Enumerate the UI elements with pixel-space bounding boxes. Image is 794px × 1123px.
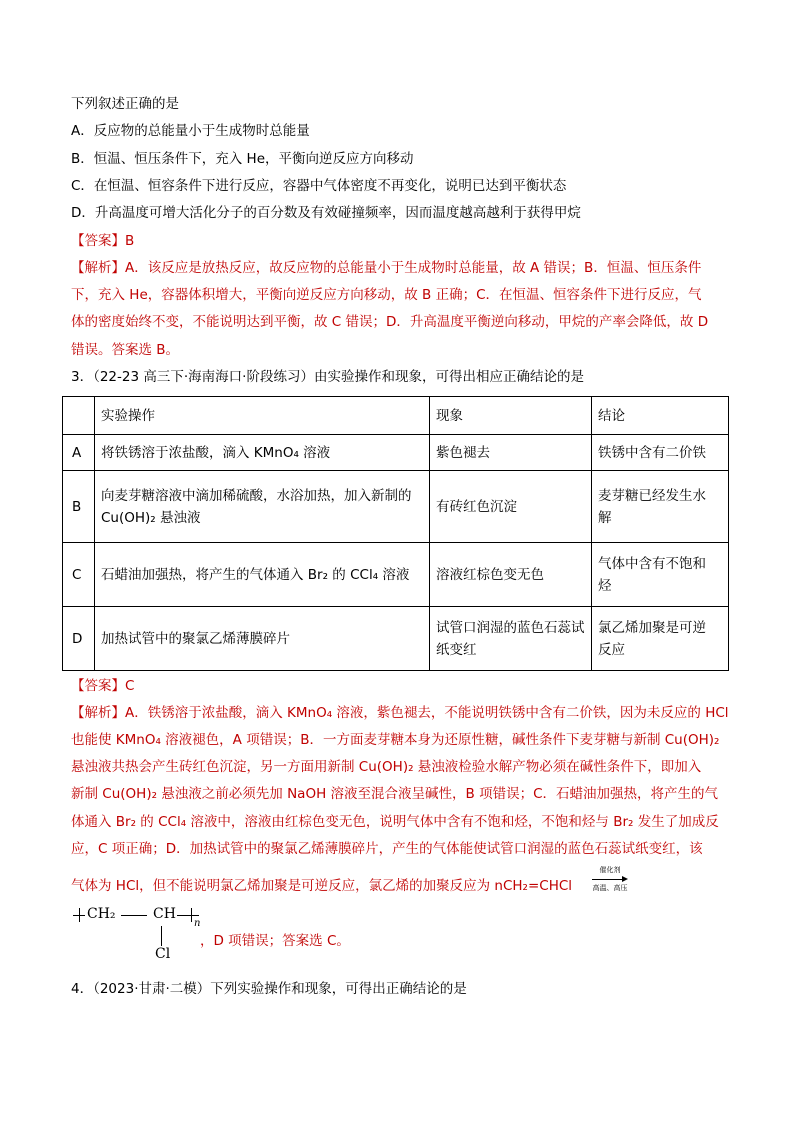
cl-atom: Cl: [155, 946, 171, 962]
bond-vertical: [161, 926, 162, 946]
row-conclusion-line: 氯乙烯加聚是可逆: [598, 619, 706, 636]
row-label: B: [63, 471, 95, 543]
header-operation: 实验操作: [95, 397, 430, 435]
q2-analysis-line: 错误。答案选 B。: [71, 342, 180, 358]
q2-option-b: B．恒温、恒压条件下，充入 He，平衡向逆反应方向移动: [71, 151, 414, 167]
row-phenomenon-line: 纸变红: [436, 641, 477, 658]
q3-answer: 【答案】C: [71, 678, 135, 694]
row-operation: 石蜡油加强热，将产生的气体通入 Br₂ 的 CCl₄ 溶液: [95, 543, 430, 607]
arrow-condition-bottom: 高温、高压: [592, 884, 628, 892]
row-operation: 将铁锈溶于浓盐酸，滴入 KMnO₄ 溶液: [95, 435, 430, 471]
bond-right-dash: [177, 915, 199, 916]
q3-analysis-line: 也能使 KMnO₄ 溶液褪色，A 项错误；B．一方面麦芽糖本身为还原性糖，碱性条件下麦芽糖与新制 Cu(OH)₂: [71, 732, 720, 748]
row-phenomenon: [430, 607, 592, 671]
q2-analysis-line: 体的密度始终不变，不能说明达到平衡，故 C 错误；D．升高温度平衡逆向移动，甲烷的产率会降低，故 D: [71, 314, 709, 330]
q4-stem: 4．（2023·甘肃·二模）下列实验操作和现象，可得出正确结论的是: [71, 981, 467, 997]
q2-stem: 下列叙述正确的是: [71, 96, 179, 112]
row-operation: [95, 471, 430, 543]
bracket-left: [79, 908, 80, 922]
header-blank: [63, 397, 95, 435]
row-conclusion: 铁锈中含有二价铁: [592, 435, 729, 471]
row-label: A: [63, 435, 95, 471]
pvc-structure: [73, 906, 213, 970]
header-conclusion: 结论: [592, 397, 729, 435]
row-conclusion: [592, 471, 729, 543]
row-conclusion: [592, 543, 729, 607]
bond-middle: [121, 915, 147, 916]
q3-analysis-line: 应，C 项正确；D．加热试管中的聚氯乙烯薄膜碎片，产生的气体能使试管口润湿的蓝色石蕊试纸变红，该: [71, 841, 703, 857]
table-row: [63, 543, 729, 607]
row-phenomenon: 溶液红棕色变无色: [430, 543, 592, 607]
row-phenomenon-line: 试管口润湿的蓝色石蕊试: [436, 619, 585, 636]
row-operation-line: Cu(OH)₂ 悬浊液: [101, 509, 201, 526]
q3-analysis-line: 【解析】A．铁锈溶于浓盐酸，滴入 KMnO₄ 溶液，紫色褪去，不能说明铁锈中含有二价铁，因为未反应的 HCl: [71, 705, 729, 721]
q2-option-d: D．升高温度可增大活化分子的百分数及有效碰撞频率，因而温度越高越利于获得甲烷: [71, 205, 581, 221]
row-operation-line: 向麦芽糖溶液中滴加稀硫酸，水浴加热，加入新制的: [101, 487, 412, 504]
repeat-n: n: [194, 918, 201, 929]
row-conclusion-line: 气体中含有不饱和: [598, 555, 706, 572]
q3-analysis-end: ，D 项错误；答案选 C。: [200, 933, 350, 949]
row-label: D: [63, 607, 95, 671]
table-row: [63, 607, 729, 671]
q3-stem: 3．（22-23 高三下·海南海口·阶段练习）由实验操作和现象，可得出相应正确结论的是: [71, 369, 584, 385]
row-conclusion-line: 解: [598, 509, 612, 526]
q2-option-a: A．反应物的总能量小于生成物时总能量: [71, 123, 310, 139]
q3-analysis-line: 悬浊液共热会产生砖红色沉淀，另一方面用新制 Cu(OH)₂ 悬浊液检验水解产物必须在碱性条件下，即加入: [71, 759, 702, 775]
q3-analysis-line: 新制 Cu(OH)₂ 悬浊液之前必须先加 NaOH 溶液至混合液呈碱性，B 项错误；C．石蜡油加强热，将产生的气: [71, 786, 718, 802]
table-header-row: [63, 397, 729, 435]
table-row: [63, 435, 729, 471]
reaction-arrow: [590, 866, 630, 900]
bracket-right: [191, 908, 192, 922]
row-phenomenon: 有砖红色沉淀: [430, 471, 592, 543]
table-row: [63, 471, 729, 543]
q2-answer: 【答案】B: [71, 233, 135, 249]
arrow-shaft: [592, 879, 624, 880]
row-label: C: [63, 543, 95, 607]
row-operation: 加热试管中的聚氯乙烯薄膜碎片: [95, 607, 430, 671]
row-phenomenon: 紫色褪去: [430, 435, 592, 471]
row-conclusion: [592, 607, 729, 671]
q3-experiment-table: [62, 396, 729, 671]
ch-group: CH: [153, 906, 176, 922]
arrow-head-icon: [622, 876, 628, 882]
ch2-group: CH₂: [87, 906, 116, 922]
row-conclusion-line: 烃: [598, 577, 612, 594]
row-conclusion-line: 反应: [598, 641, 625, 658]
q3-analysis-line: 气体为 HCl，但不能说明氯乙烯加聚是可逆反应，氯乙烯的加聚反应为 nCH₂=CHCl: [71, 878, 573, 894]
q2-analysis-line: 下，充入 He，容器体积增大，平衡向逆反应方向移动，故 B 正确；C．在恒温、恒容条件下进行反应，气: [71, 287, 702, 303]
q3-analysis-line: 体通入 Br₂ 的 CCl₄ 溶液中，溶液由红棕色变无色，说明气体中含有不饱和烃，不饱和烃与 Br₂ 发生了加成反: [71, 814, 719, 830]
q2-analysis-line: 【解析】A．该反应是放热反应，故反应物的总能量小于生成物时总能量，故 A 错误；B．恒温、恒压条件: [71, 260, 702, 276]
row-conclusion-line: 麦芽糖已经发生水: [598, 487, 706, 504]
q2-option-c: C．在恒温、恒容条件下进行反应，容器中气体密度不再变化，说明已达到平衡状态: [71, 178, 567, 194]
header-phenomenon: 现象: [430, 397, 592, 435]
arrow-condition-top: 催化剂: [599, 866, 621, 874]
